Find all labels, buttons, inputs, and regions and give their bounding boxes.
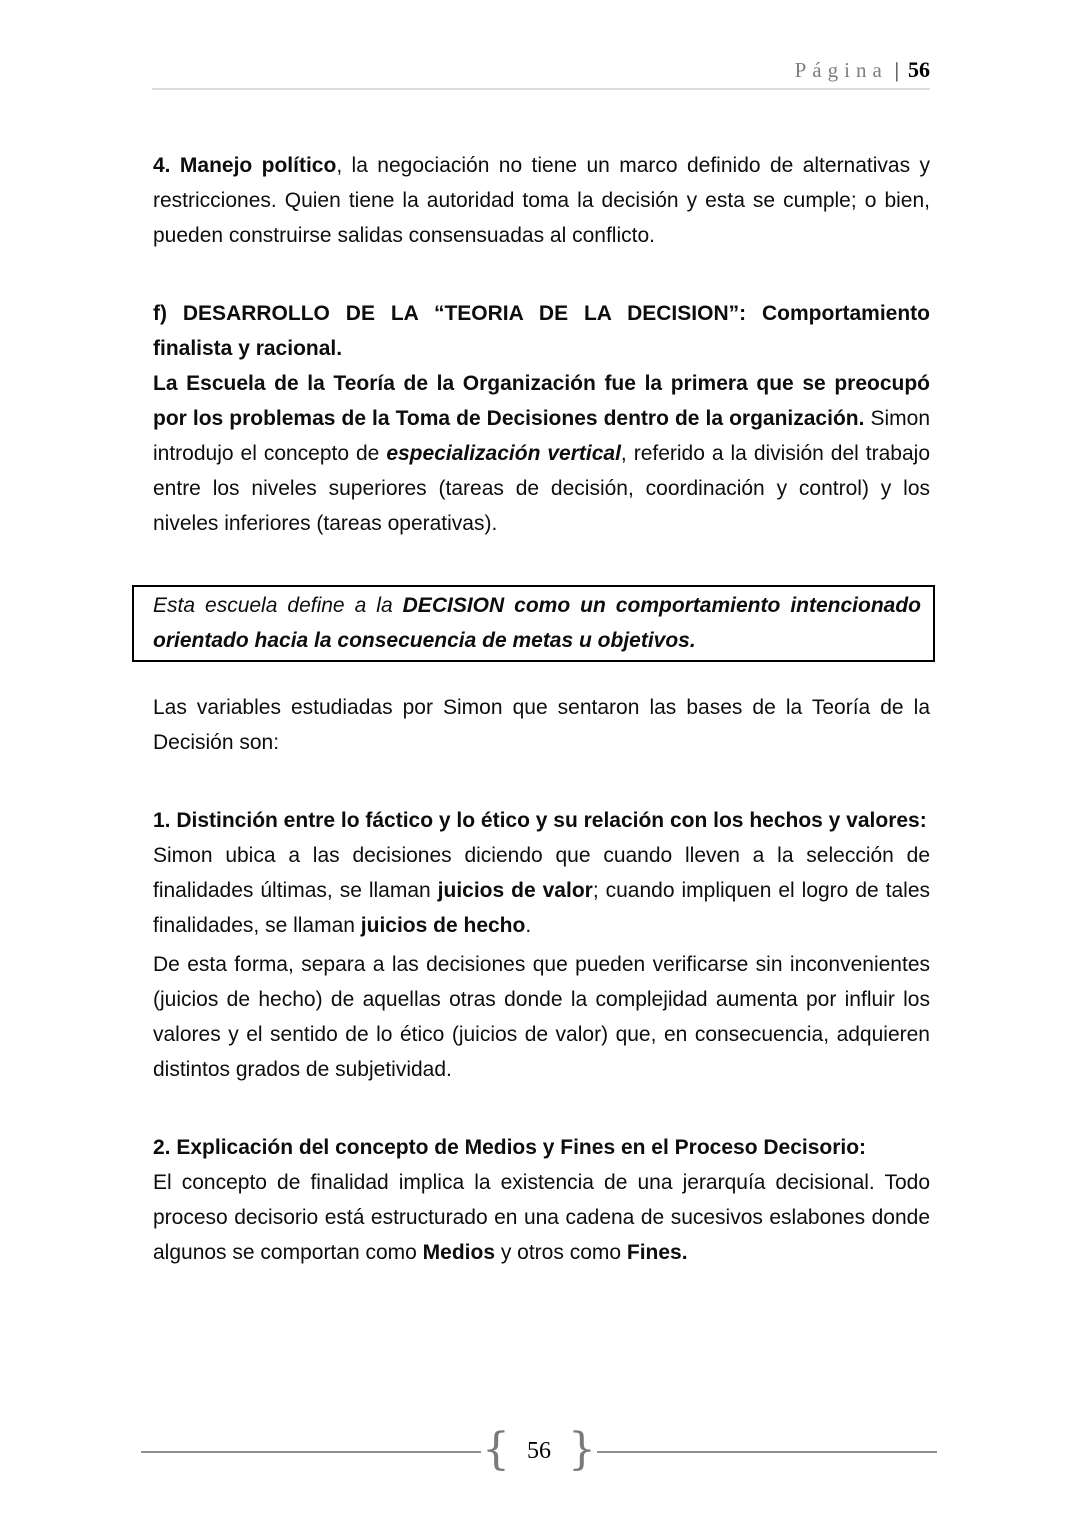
document-body [153, 93, 930, 1270]
escuela-bold-lead: La Escuela de la Teoría de la Organización fue la primera que se preocupó por los problemas de la Toma de Decisiones dentro de la organización. [153, 372, 930, 430]
header-page-number: 56 [908, 57, 930, 82]
paragraph-variables-simon: Las variables estudiadas por Simon que sentaron las bases de la Teoría de la Decisión son: [153, 696, 930, 754]
heading-medios-fines: 2. Explicación del concepto de Medios y Fines en el Proceso Decisorio: [153, 1136, 867, 1159]
escuela-especializacion-vertical: especialización vertical [386, 442, 621, 465]
paragraph-separa-decisiones: De esta forma, separa a las decisiones que pueden verificarse sin inconvenientes (juicios de hecho) de aquellas otras donde la complejidad aumenta por influir los valores y el sentido de lo ético (juicios de valor) que, en consecuencia, adquieren distintos grados de subjetividad. [153, 953, 930, 1081]
header-separator: | [894, 58, 899, 82]
paragraph-escuela-organizacion [153, 366, 930, 541]
paragraph-manejo-politico [153, 148, 930, 253]
callout-italic-lead: Esta escuela define a la [153, 594, 403, 617]
page-header [152, 0, 930, 90]
medios-text-2: y otros como [495, 1241, 627, 1264]
escuela-mid-text: Simon introdujo el concepto de [153, 407, 931, 465]
header-page-label: Página [794, 58, 888, 82]
juicios-de-hecho-bold: juicios de hecho [360, 914, 526, 937]
escuela-tail-text: , referido a la división del trabajo entre los niveles superiores (tareas de decisión, coordinación y control) y los niveles inferiores (tareas operativas). [153, 442, 930, 535]
juicios-de-valor-bold: juicios de valor [437, 879, 593, 902]
juicios-text-2: ; cuando impliquen el logro de tales finalidades, se llaman [153, 879, 930, 937]
callout-decision-definition [132, 585, 935, 662]
page-footer [141, 1424, 937, 1476]
fines-bold: Fines. [626, 1241, 688, 1264]
medios-bold: Medios [422, 1241, 495, 1264]
manejo-politico-text: , la negociación no tiene un marco definido de alternativas y restricciones. Quien tiene la autoridad toma la decisión y esta se cumple; o bien, pueden construirse salidas consensuadas al conflicto. [153, 154, 930, 247]
paragraph-medios-fines [153, 1165, 930, 1270]
juicios-text-1: Simon ubica a las decisiones diciendo que cuando lleven a la selección de finalidades últimas, se llaman [153, 844, 930, 902]
footer-rule-left [141, 1451, 481, 1453]
heading-teoria-decision: f) DESARROLLO DE LA “TEORIA DE LA DECISION”: Comportamiento finalista y racional. [153, 302, 930, 360]
manejo-politico-bold-lead: 4. Manejo político [153, 154, 337, 177]
medios-text-1: El concepto de finalidad implica la existencia de una jerarquía decisional. Todo proceso decisorio está estructurado en una cadena de sucesivos eslabones donde algunos se comportan como [153, 1171, 930, 1264]
juicios-text-3: . [525, 914, 532, 937]
footer-right-brace: } [568, 1424, 596, 1475]
heading-distincion-factico-etico: 1. Distinción entre lo fáctico y lo ético y su relación con los hechos y valores: [153, 809, 927, 832]
footer-rule-right [597, 1451, 937, 1453]
footer-page-number: 56 [527, 1437, 551, 1464]
callout-bold-italic: DECISION como un comportamiento intencionado orientado hacia la consecuencia de metas u objetivos. [153, 594, 921, 652]
footer-left-brace: { [482, 1424, 510, 1475]
paragraph-juicios [153, 838, 930, 943]
